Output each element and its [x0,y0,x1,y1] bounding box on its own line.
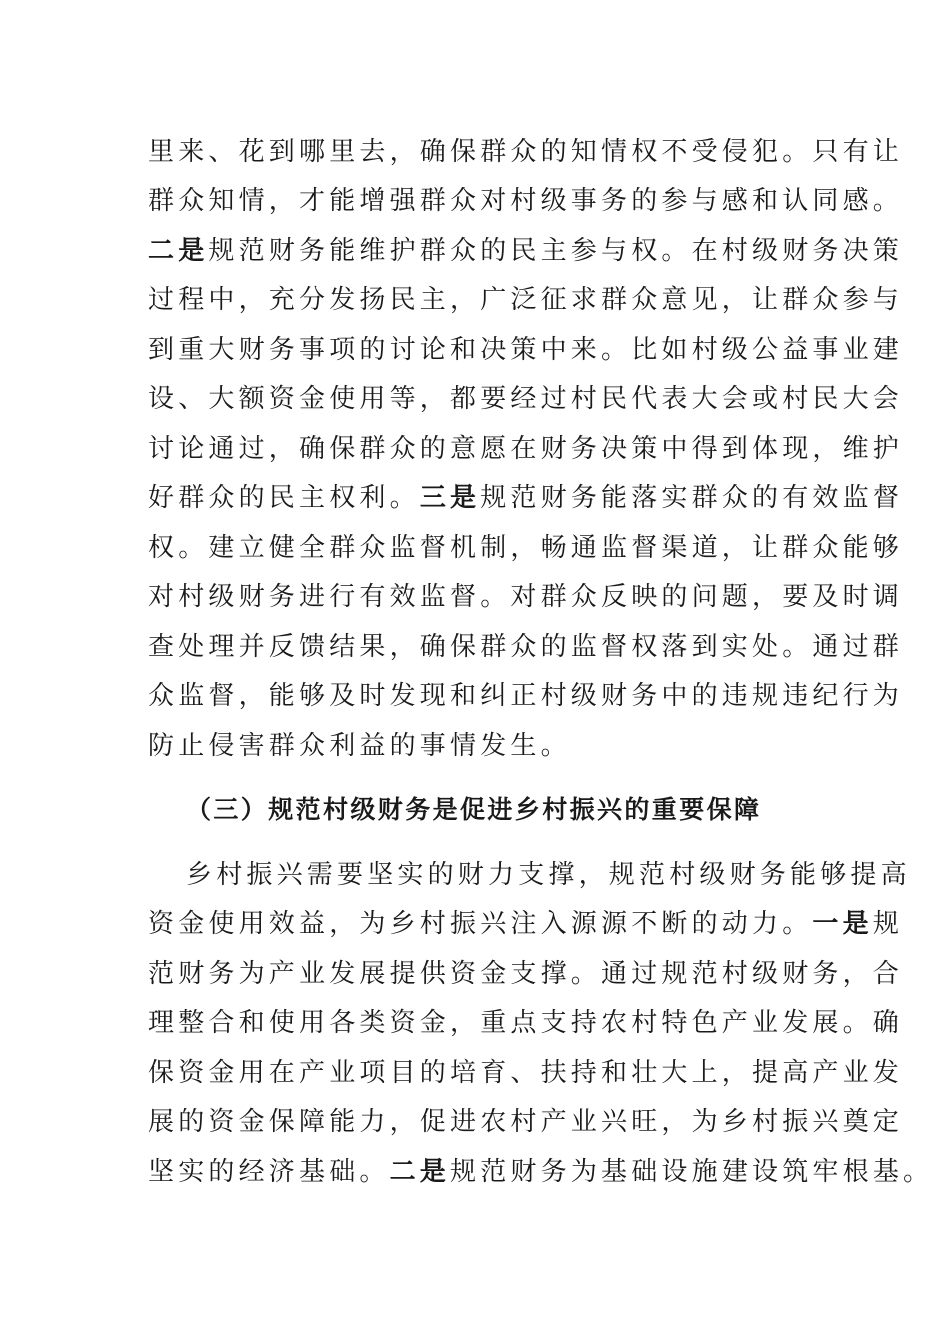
text-run: 查处理并反馈结果，确保群众的监督权落到实处。通过群 [148,632,904,662]
paragraph-line [148,280,903,320]
text-run: 过程中，充分发扬民主，广泛征求群众意见，让群众参与 [148,285,904,315]
text-run: 规 [872,909,904,939]
text-run: 到重大财务事项的讨论和决策中来。比如村级公益事业建 [148,335,904,365]
emphasis-run: 二是 [148,236,209,266]
text-run: 对村级财务进行有效监督。对群众反映的问题，要及时调 [148,582,904,612]
paragraph-line [186,855,911,895]
paragraph-line [148,627,903,667]
paragraph-line [148,528,903,568]
paragraph-line [148,330,903,370]
heading-text: （三）规范村级财务是促进乡村振兴的重要保障 [186,795,762,824]
text-run: 范财务为产业发展提供资金支撑。通过规范村级财务，合 [148,959,904,989]
text-run: 乡村振兴需要坚实的财力支撑，规范村级财务能够提高 [186,860,911,890]
text-run: 设、大额资金使用等，都要经过村民代表大会或村民大会 [148,384,904,414]
paragraph-line [148,132,903,172]
section-heading [186,790,761,830]
paragraph-line [148,231,903,271]
paragraph-line [148,1102,903,1142]
emphasis-run: 三是 [419,483,481,513]
paragraph-line [148,676,903,716]
text-run: 讨论通过，确保群众的意愿在财务决策中得到体现，维护 [148,434,904,464]
paragraph-line [148,1003,903,1043]
text-run: 理整合和使用各类资金，重点支持农村特色产业发展。确 [148,1008,904,1038]
text-run: 权。建立健全群众监督机制，畅通监督渠道，让群众能够 [148,533,904,563]
paragraph-line [148,478,903,518]
paragraph-line [148,379,903,419]
paragraph-line [148,954,903,994]
paragraph-line [148,904,903,944]
emphasis-run: 一是 [812,909,873,939]
paragraph-line [148,726,571,766]
text-run: 规范财务能维护群众的民主参与权。在村级财务决策 [208,236,904,266]
emphasis-run: 二是 [389,1157,451,1187]
text-run: 众监督，能够及时发现和纠正村级财务中的违规违纪行为 [148,681,904,711]
text-run: 群众知情，才能增强群众对村级事务的参与感和认同感。 [148,186,904,216]
paragraph-line [148,181,903,221]
text-run: 展的资金保障能力，促进农村产业兴旺，为乡村振兴奠定 [148,1107,904,1137]
text-run: 好群众的民主权利。 [148,483,420,513]
text-run: 里来、花到哪里去，确保群众的知情权不受侵犯。只有让 [148,137,904,167]
text-run: 坚实的经济基础。 [148,1157,390,1187]
text-run: 规范财务能落实群众的有效监督 [480,483,904,513]
paragraph-line [148,577,903,617]
text-run: 资金使用效益，为乡村振兴注入源源不断的动力。 [148,909,813,939]
text-run: 防止侵害群众利益的事情发生。 [148,731,571,761]
paragraph-line [148,1152,933,1192]
paragraph-line [148,429,903,469]
text-run: 规范财务为基础设施建设筑牢根基。 [450,1157,934,1187]
paragraph-line [148,1053,903,1093]
text-run: 保资金用在产业项目的培育、扶持和壮大上，提高产业发 [148,1058,904,1088]
